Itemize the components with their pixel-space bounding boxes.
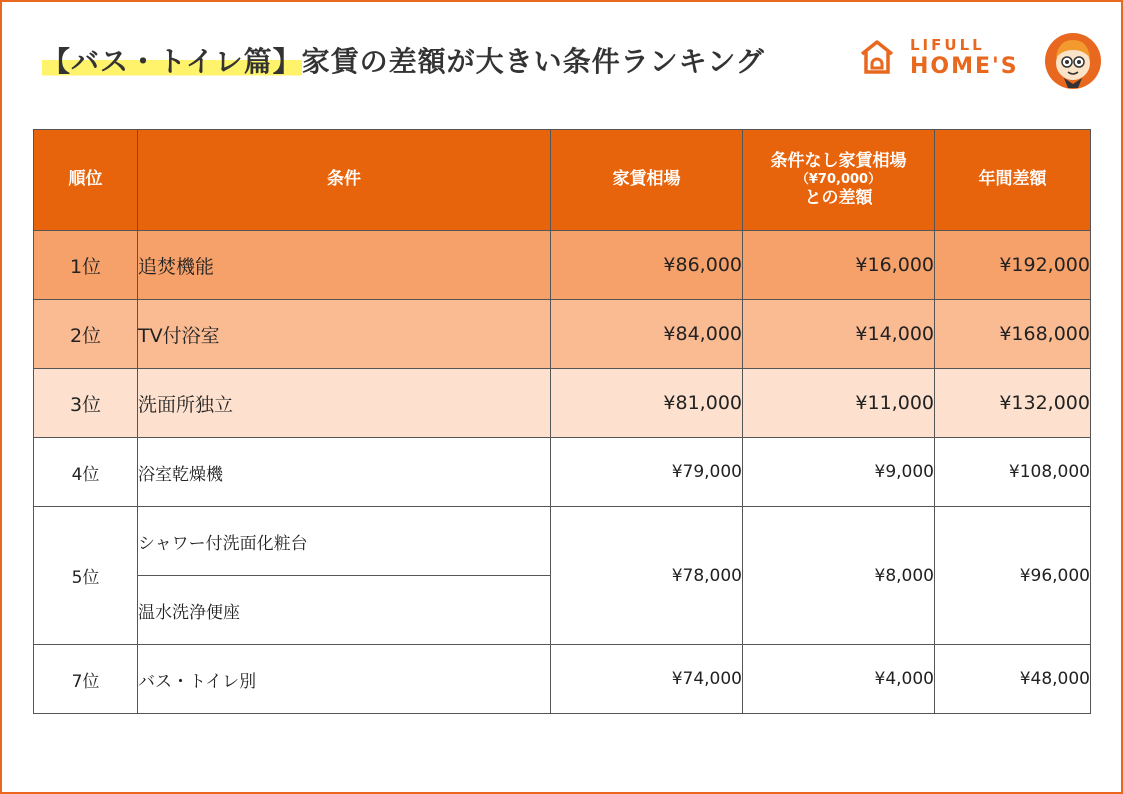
header-diff <box>743 130 935 231</box>
diff-cell: ¥11,000 <box>743 369 935 438</box>
diff-cell: ¥16,000 <box>743 231 935 300</box>
diff-cell: ¥4,000 <box>743 645 935 714</box>
header-rent: 家賃相場 <box>551 130 743 231</box>
table-row <box>34 369 1091 438</box>
header-diff-line1: 条件なし家賃相場 <box>770 150 907 171</box>
rent-cell: ¥79,000 <box>551 438 743 507</box>
rank-cell: 4位 <box>34 438 138 507</box>
logo-text-homes: HOME'S <box>910 54 1019 79</box>
ranking-table <box>33 129 1091 714</box>
house-logo-icon <box>858 38 896 76</box>
annual-cell: ¥192,000 <box>935 231 1091 300</box>
condition-cell: 浴室乾燥機 <box>138 438 551 507</box>
annual-cell: ¥168,000 <box>935 300 1091 369</box>
condition-cell: バス・トイレ別 <box>138 645 551 714</box>
rank-cell: 7位 <box>34 645 138 714</box>
condition-cell: 温水洗浄便座 <box>138 576 551 645</box>
rank-cell: 3位 <box>34 369 138 438</box>
logo-text-lifull: LIFULL <box>910 36 985 54</box>
rent-cell: ¥74,000 <box>551 645 743 714</box>
annual-cell: ¥48,000 <box>935 645 1091 714</box>
rank-cell: 5位 <box>34 507 138 645</box>
rent-cell: ¥86,000 <box>551 231 743 300</box>
rent-cell: ¥81,000 <box>551 369 743 438</box>
annual-cell: ¥108,000 <box>935 438 1091 507</box>
diff-cell: ¥9,000 <box>743 438 935 507</box>
diff-cell: ¥14,000 <box>743 300 935 369</box>
page-title <box>42 40 765 80</box>
rent-cell: ¥84,000 <box>551 300 743 369</box>
header-annual: 年間差額 <box>935 130 1091 231</box>
rank-cell: 1位 <box>34 231 138 300</box>
header-diff-line3: との差額 <box>804 188 873 209</box>
annual-cell: ¥132,000 <box>935 369 1091 438</box>
table-row <box>34 645 1091 714</box>
condition-cell: 追焚機能 <box>138 231 551 300</box>
condition-cell: TV付浴室 <box>138 300 551 369</box>
annual-cell: ¥96,000 <box>935 507 1091 645</box>
rank-cell: 2位 <box>34 300 138 369</box>
table-row <box>34 507 1091 576</box>
table-row <box>34 300 1091 369</box>
header-condition: 条件 <box>138 130 551 231</box>
rent-cell: ¥78,000 <box>551 507 743 645</box>
condition-cell: 洗面所独立 <box>138 369 551 438</box>
table-row <box>34 231 1091 300</box>
diff-cell: ¥8,000 <box>743 507 935 645</box>
mascot-icon <box>1044 32 1102 90</box>
title-bracketed: 【バス・トイレ篇】 <box>42 45 302 78</box>
lifull-homes-logo <box>858 36 1028 82</box>
title-main: 家賃の差額が大きい条件ランキング <box>301 45 765 78</box>
table-header-row <box>34 130 1091 231</box>
condition-cell: シャワー付洗面化粧台 <box>138 507 551 576</box>
header-diff-line2: （¥70,000） <box>795 171 882 187</box>
table-row <box>34 438 1091 507</box>
header-rank: 順位 <box>34 130 138 231</box>
